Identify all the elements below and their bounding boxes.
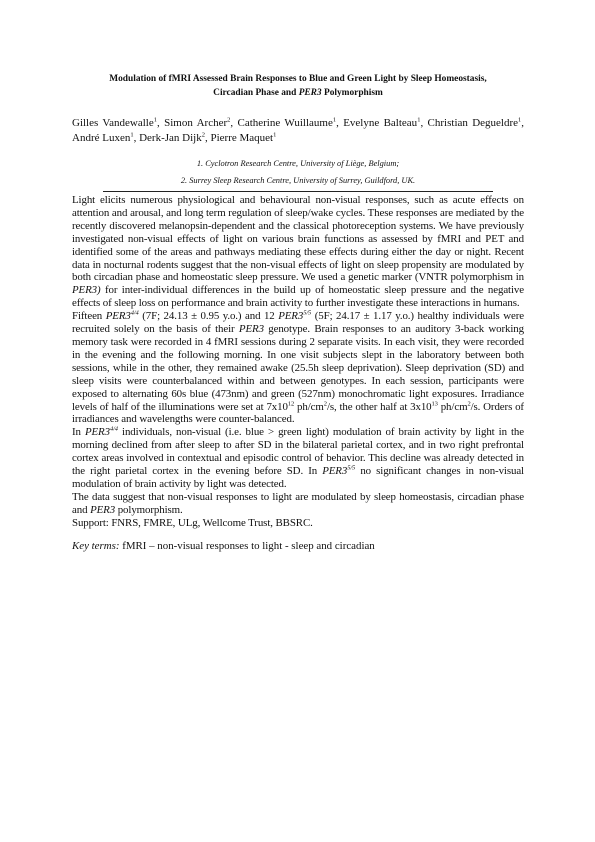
- author: Simon Archer$^2$,: [164, 116, 238, 129]
- abstract-page: [72, 66, 524, 553]
- paragraph-methods: Fifteen $PER3^{4/4}$ (7F; 24.13 ± 0.95 y.o.) and 12 $PER3^{5/5}$ (5F; 24.17 ± 1.17 y.o.) healthy individuals were recruited solely on the basis of their PER3 genotype. Brain responses to an auditory 3-back working memory task were recorded in 4 fMRI sessions during 2 separate visits. In each visit, they were recorded in the evening and the following morning. In one visit subjects slept in the laboratory between both sessions, while in the other, they remained awake (25.5h sleep deprivation). Sleep deprivation (SD) and sleep visits were counterbalanced within and between genotypes. In each session, participants were exposed to alternating 60s blue (473nm) and green (527nm) monochromatic light exposures. Irradiance levels of half of the illuminations were set at $7x10^{12}$ $ph/cm^2/s$, the other half at $3x10^{13}$ $ph/cm^2/s$. Orders of irradiances and wavelengths were counter-balanced.: [72, 309, 524, 426]
- divider-line: [103, 191, 493, 192]
- title-gene: PER3: [298, 88, 322, 98]
- author-list: [72, 116, 524, 146]
- paragraph-intro: Light elicits numerous physiological and behavioural non-visual responses, such as acute effects on attention and arousal, and long term regulation of sleep/wake cycles. These responses are mediated by the recently discovered melanopsin-dependent and the classical photoreception systems. We have previously investigated non-visual effects of light on various brain functions as assessed by fMRI and PET and identified some of the areas and pathways mediating these effects during either the day or night. Recent data in nocturnal rodents suggest that the non-visual effects of light on sleep propensity are modulated by both circadian phase and homeostatic sleep pressure. We used a genetic marker (VNTR polymorphism in PER3) for inter-individual differences in the build up of homeostatic sleep pressure and the negative effects of sleep loss on performance and brain activity to further investigate these interactions in humans.: [72, 194, 524, 310]
- author: André Luxen$^1$,: [72, 131, 140, 144]
- author: Catherine Wuillaume$^1$,: [237, 116, 344, 129]
- title-line-1: Modulation of fMRI Assessed Brain Responses to Blue and Green Light by Sleep Homeostasis,: [109, 74, 487, 84]
- author: Gilles Vandewalle$^1$,: [72, 116, 165, 129]
- paragraph-conclusion: The data suggest that non-visual responses to light are modulated by sleep homeostasis, circadian phase and PER3 polymorphism.: [72, 490, 524, 516]
- paragraph-support: Support: FNRS, FMRE, ULg, Wellcome Trust, BBSRC.: [72, 516, 313, 529]
- paragraph-results: In $PER3^{4/4}$ individuals, non-visual (i.e. blue > green light) modulation of brain activity by light in the morning declined from after sleep to after SD in the bilateral parietal cortex, and in two right prefrontal cortex areas involved in contextual and episodic control of behavior. This decline was already detected in the right parietal cortex in the evening before SD. In $PER3^{5/5}$ no significant changes in non-visual modulation of brain activity by light was detected.: [72, 425, 524, 490]
- author: Christian Degueldre$^1$,: [427, 116, 525, 129]
- key-terms-text: fMRI – non-visual responses to light - sleep and circadian: [119, 539, 375, 552]
- affiliation-2: 2. Surrey Sleep Research Centre, University of Surrey, Guildford, UK.: [180, 176, 416, 185]
- author: Evelyne Balteau$^1$,: [343, 116, 428, 129]
- abstract-body: [72, 194, 524, 530]
- affiliations: [72, 155, 524, 189]
- author: Derk-Jan Dijk$^2$,: [139, 131, 211, 144]
- paper-title: [72, 72, 524, 100]
- key-terms-label: Key terms:: [72, 539, 120, 552]
- affiliation-1: 1. Cyclotron Research Centre, University of Liège, Belgium;: [196, 159, 400, 168]
- key-terms: [72, 540, 524, 553]
- title-line-2b: Polymorphism: [321, 88, 383, 98]
- author: Pierre Maquet$^1$: [210, 131, 277, 144]
- title-line-2a: Circadian Phase and: [213, 88, 299, 98]
